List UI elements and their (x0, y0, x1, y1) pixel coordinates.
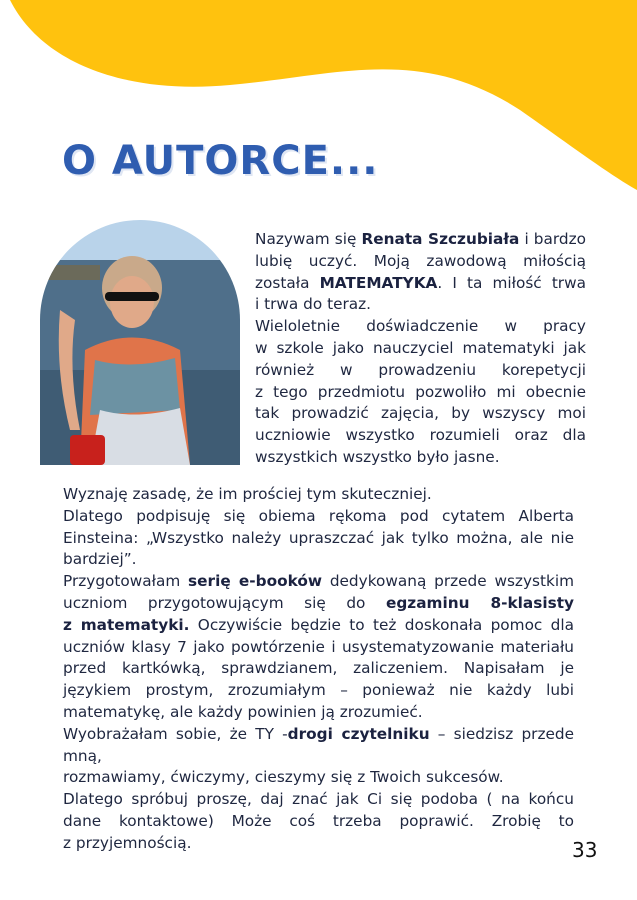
intro-text-block (255, 229, 586, 469)
text-run: uczniów klasy 7 jako powtórzenie i usystematyzowanie materiału (63, 637, 574, 656)
text-line (63, 528, 574, 550)
text-line (255, 338, 586, 360)
text-line (255, 425, 586, 447)
text-run: z tego przedmiotu pozwoliło mi obecnie (255, 382, 586, 401)
bold-text: egzaminu 8-klasisty (385, 593, 574, 612)
text-run: uczniom przygotowującym się do (63, 593, 386, 612)
text-line (63, 549, 574, 571)
text-run: Przygotowałam (63, 572, 189, 591)
text-run: Einsteina: „Wszystko należy upraszczać jak tylko można, ale nie (63, 528, 574, 547)
text-run: bardziej”. (63, 550, 137, 569)
text-line (63, 484, 574, 506)
bold-text: MATEMATYKA (319, 273, 438, 292)
text-line (255, 382, 586, 404)
text-run: tak prowadzić zajęcia, by wszyscy moi (255, 404, 586, 423)
text-line (63, 680, 574, 702)
text-run: lubię uczyć. Moją zawodową miłością (255, 251, 586, 270)
page-title: O AUTORCE... (62, 138, 379, 184)
bold-text: Renata Szczubiała (361, 230, 520, 248)
author-photo (40, 220, 240, 465)
bold-text: z matematyki. (63, 615, 190, 634)
text-run: dedykowaną przede wszystkim (322, 572, 574, 591)
text-line (63, 811, 574, 833)
text-run: i trwa do teraz. (255, 295, 372, 314)
text-line (255, 294, 586, 316)
text-line (63, 571, 574, 593)
text-run: – siedzisz przede mną, (63, 724, 575, 765)
text-run: uczniowie wszystko rozumieli oraz dla (255, 426, 586, 445)
text-run: Oczywiście będzie to też doskonała pomoc dla (189, 615, 575, 634)
text-run: w szkole jako nauczyciel matematyki jak (255, 338, 586, 357)
text-run: przed kartkówką, sprawdzianem, zaliczeniem. Napisałam je (63, 659, 574, 678)
text-run: Wyznaję zasadę, że im prościej tym skuteczniej. (63, 485, 432, 503)
text-line (255, 403, 586, 425)
text-line (63, 724, 574, 768)
text-line (63, 833, 574, 855)
text-run: dane kontaktowe) Może coś trzeba poprawić. Zrobię to (63, 811, 574, 830)
text-run: Nazywam się (255, 230, 362, 248)
text-line (255, 251, 586, 273)
text-run: Wieloletnie doświadczenie w pracy (255, 317, 586, 336)
text-line (63, 789, 574, 811)
bold-text: drogi czytelniku (287, 724, 430, 743)
page-number: 33 (572, 838, 598, 862)
text-run: językiem prostym, zrozumiałym – ponieważ nie każdy lubi (63, 681, 574, 700)
text-line (255, 447, 586, 469)
text-line (63, 702, 574, 724)
text-line (255, 316, 586, 338)
text-run: rozmawiamy, ćwiczymy, cieszymy się z Twoich sukcesów. (63, 768, 504, 787)
text-line (63, 615, 574, 637)
text-run: Dlatego spróbuj proszę, daj znać jak Ci się podoba ( na końcu (63, 790, 574, 809)
text-run: matematykę, ale każdy powinien ją zrozumieć. (63, 702, 423, 721)
text-run: również w prowadzeniu korepetycji (255, 360, 586, 379)
text-line (255, 229, 586, 251)
text-line (255, 360, 586, 382)
main-text-block (63, 484, 574, 855)
text-line (63, 506, 574, 528)
text-run: Wyobrażałam sobie, że TY - (63, 724, 288, 743)
text-run: . I ta miłość trwa (437, 273, 586, 292)
text-line (63, 767, 574, 789)
text-run: Dlatego podpisuję się obiema rękoma pod cytatem Alberta (63, 506, 574, 525)
text-run: i bardzo (519, 230, 586, 248)
text-run: z przyjemnością. (63, 833, 192, 852)
text-line (255, 273, 586, 295)
text-line (63, 637, 574, 659)
text-run: wszystkich wszystko było jasne. (255, 447, 500, 466)
text-line (63, 593, 574, 615)
bold-text: serię e-booków (188, 572, 323, 591)
text-run: została (255, 273, 320, 292)
text-line (63, 658, 574, 680)
